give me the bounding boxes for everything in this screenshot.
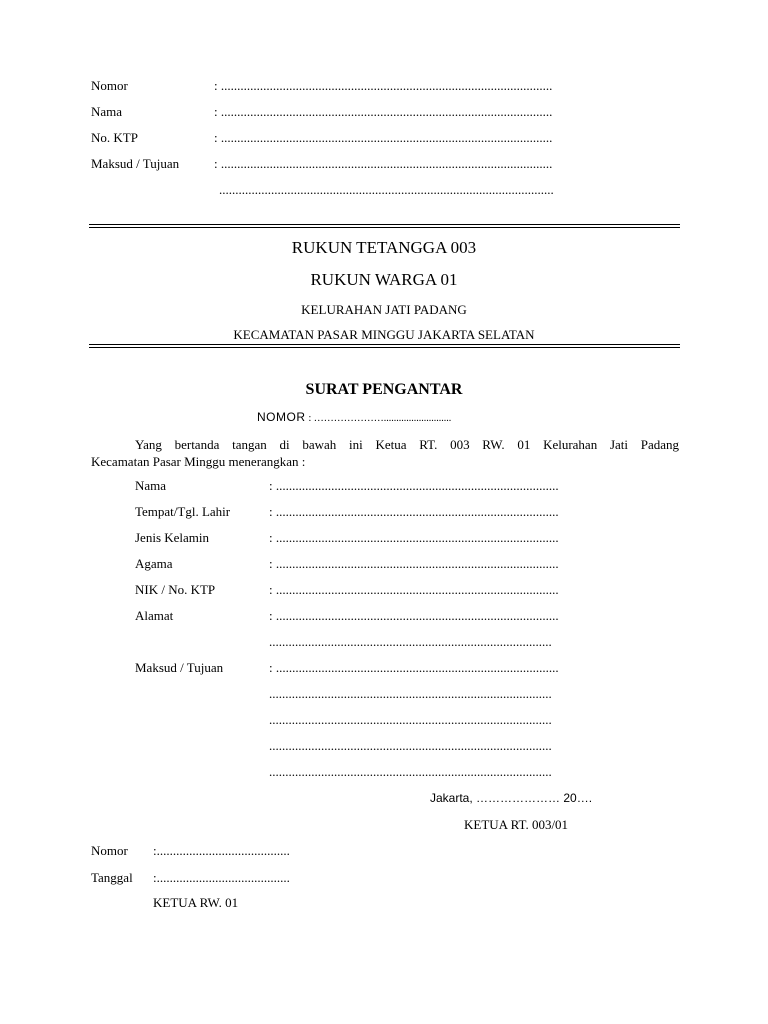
header-top-rule: [89, 224, 680, 225]
document-title: SURAT PENGANTAR: [305, 381, 463, 398]
top-form-value-maksud: : ......................................................................................................: [214, 156, 553, 171]
field-value-nik: : .......................................................................................: [269, 582, 559, 597]
field-value-maksud: : .......................................................................................: [269, 660, 559, 675]
field-value-agama: : .......................................................................................: [269, 556, 559, 571]
header-rw: RUKUN WARGA 01: [310, 270, 458, 289]
field-value-alamat: : .......................................................................................: [269, 608, 559, 623]
field-label-maksud: Maksud / Tujuan: [135, 660, 224, 675]
field-value-maksud-2: .......................................................................................: [269, 686, 552, 701]
nomor-label: NOMOR: [257, 410, 306, 424]
header-bottom-rule: [89, 344, 680, 345]
top-form-label-maksud: Maksud / Tujuan: [91, 156, 180, 171]
field-label-agama: Agama: [135, 556, 173, 571]
nomor-value: : …………………...........................: [308, 413, 452, 424]
header-bottom-rule-2: [89, 347, 680, 348]
header-rt: RUKUN TETANGGA 003: [291, 238, 477, 257]
field-label-nik: NIK / No. KTP: [135, 582, 216, 597]
top-form-extra-line: .......................................................................................................: [219, 182, 554, 197]
top-form-value-nama: : ......................................................................................................: [214, 104, 553, 119]
field-label-ttl: Tempat/Tgl. Lahir: [135, 504, 231, 519]
ketua-rw-label: KETUA RW. 01: [153, 895, 239, 910]
field-value-maksud-3: .......................................................................................: [269, 712, 552, 727]
nomor-row: [257, 410, 451, 425]
bottom-tanggal-value: :.........................................: [153, 870, 290, 885]
field-value-maksud-5: .......................................................................................: [269, 764, 552, 779]
field-label-jenis-kelamin: Jenis Kelamin: [135, 530, 210, 545]
field-value-ttl: : .......................................................................................: [269, 504, 559, 519]
top-form-label-nomor: Nomor: [91, 78, 128, 93]
header-kecamatan: KECAMATAN PASAR MINGGU JAKARTA SELATAN: [233, 327, 535, 342]
field-value-alamat-2: .......................................................................................: [269, 634, 552, 649]
intro-line-1: Yang bertanda tangan di bawah ini Ketua RT. 003 RW. 01 Kelurahan Jati Padang: [135, 437, 679, 452]
ketua-rt-label: KETUA RT. 003/01: [464, 817, 569, 832]
intro-line-2: Kecamatan Pasar Minggu menerangkan :: [91, 454, 306, 469]
field-value-jenis-kelamin: : .......................................................................................: [269, 530, 559, 545]
field-value-maksud-4: .......................................................................................: [269, 738, 552, 753]
top-form-label-ktp: No. KTP: [91, 130, 138, 145]
bottom-tanggal-label: Tanggal: [91, 870, 133, 885]
top-form-value-nomor: : ......................................................................................................: [214, 78, 553, 93]
field-label-alamat: Alamat: [135, 608, 174, 623]
field-value-nama: : .......................................................................................: [269, 478, 559, 493]
header-kelurahan: KELURAHAN JATI PADANG: [301, 302, 467, 317]
place-date: Jakarta, ………………… 20….: [430, 791, 593, 805]
top-form-label-nama: Nama: [91, 104, 123, 119]
field-label-nama: Nama: [135, 478, 167, 493]
header-top-rule-2: [89, 227, 680, 228]
bottom-nomor-label: Nomor: [91, 843, 128, 858]
top-form-value-ktp: : ......................................................................................................: [214, 130, 553, 145]
bottom-nomor-value: :.........................................: [153, 843, 290, 858]
